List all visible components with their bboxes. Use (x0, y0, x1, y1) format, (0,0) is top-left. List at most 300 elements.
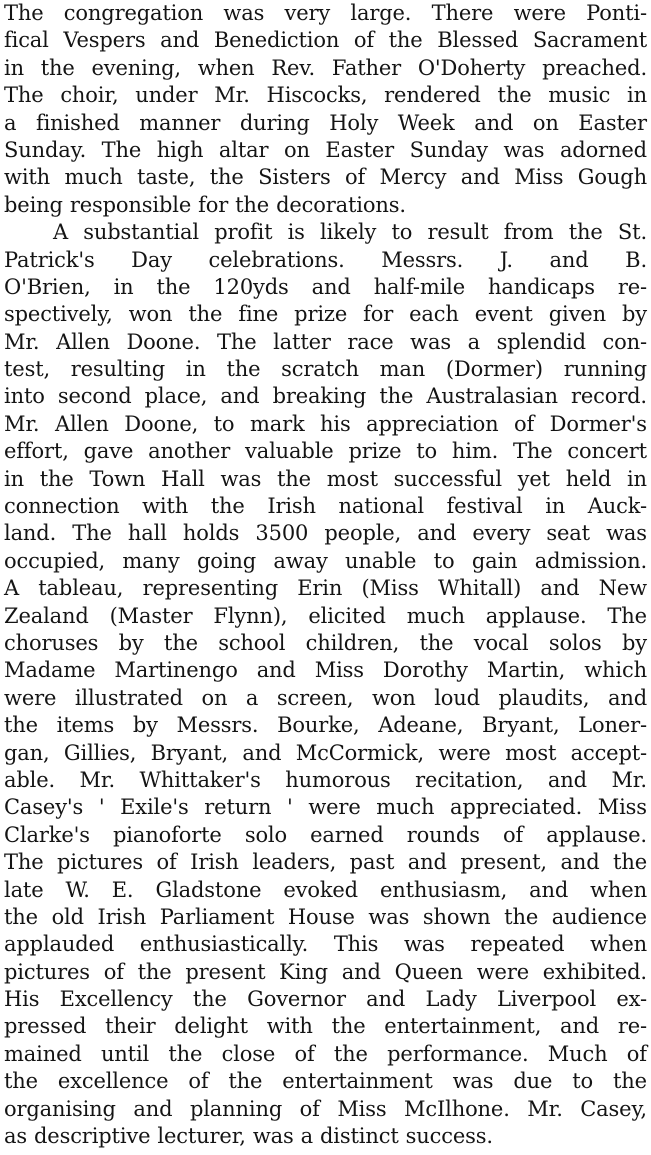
word: away (273, 548, 328, 573)
word: the (168, 1041, 203, 1066)
word: Clarke's (4, 822, 90, 847)
word: representing (142, 576, 278, 601)
word: Much (547, 1041, 608, 1066)
word: enthusiastically. (139, 932, 309, 957)
word: plaudits, (498, 685, 590, 710)
word: were (476, 959, 529, 984)
word: being (4, 192, 63, 217)
word: and (160, 28, 200, 53)
word: the (388, 28, 423, 53)
word: Auck- (587, 494, 647, 519)
word: their (105, 1014, 156, 1039)
word: present, (460, 850, 547, 875)
word: Hiscocks, (266, 83, 368, 108)
word: Holy (329, 110, 379, 135)
word: solos (548, 630, 602, 655)
word: Day (131, 247, 172, 272)
word: from (503, 220, 554, 245)
word: Messrs. (381, 247, 464, 272)
word: were (4, 685, 57, 710)
word: a (245, 685, 259, 710)
word: enthusiasm, (379, 877, 508, 902)
word: repeated (470, 932, 565, 957)
word: breaking (272, 384, 367, 409)
word: Martin, (486, 658, 566, 683)
word: the (379, 384, 414, 409)
text-line (4, 931, 647, 958)
word: with (4, 165, 51, 190)
word: past (349, 850, 395, 875)
word: half-mile (373, 274, 465, 299)
word: under (135, 83, 198, 108)
word: Flynn), (213, 603, 288, 628)
word: was (223, 1, 265, 25)
word: There (431, 1, 494, 25)
word: and (560, 850, 600, 875)
word: Town (89, 466, 146, 491)
word: and (256, 658, 296, 683)
word: spectively, (4, 302, 113, 327)
word: a (300, 1124, 314, 1149)
word: Hall (161, 466, 205, 491)
word: profit (214, 220, 273, 245)
word: E. (111, 877, 134, 902)
word: the (4, 1069, 38, 1094)
word: of (353, 28, 374, 53)
word: pressed (4, 1014, 87, 1039)
word: successful (393, 466, 502, 491)
word: Benediction (213, 28, 340, 53)
word: and (529, 877, 569, 902)
word: The (4, 850, 44, 875)
text-line (4, 164, 647, 191)
word: choruses (4, 630, 99, 655)
word: Allen (54, 411, 109, 436)
word: of (345, 165, 366, 190)
word: to (433, 548, 455, 573)
word: by (132, 713, 158, 738)
word: the (612, 1069, 647, 1094)
word: and (220, 384, 260, 409)
text-line (4, 520, 647, 547)
word: pictures (4, 959, 90, 984)
word: in (627, 83, 647, 108)
word: was (252, 1124, 294, 1149)
word: Gladstone (155, 877, 262, 902)
word: Ponti- (586, 1, 647, 25)
word: The (4, 1, 44, 25)
word: applause. (546, 822, 647, 847)
word: Mr. (527, 1096, 563, 1121)
word: to (416, 439, 438, 464)
word: by (621, 302, 647, 327)
word: hall (127, 521, 167, 546)
word: evoked (283, 877, 358, 902)
word: delight (174, 1014, 248, 1039)
word: Sunday. (4, 137, 87, 162)
word: and (549, 247, 589, 272)
word: in (185, 357, 206, 382)
word: old (51, 904, 84, 929)
word: Messrs. (176, 713, 259, 738)
word: Lady (425, 987, 477, 1012)
word: won (371, 685, 416, 710)
text-line (4, 493, 647, 520)
word: prize (294, 302, 348, 327)
word: altar (218, 137, 269, 162)
word: His (4, 987, 40, 1012)
word: rendered (384, 83, 481, 108)
word: Bryant, (150, 740, 229, 765)
word: and (242, 740, 282, 765)
word: of (103, 959, 124, 984)
word: the (192, 987, 227, 1012)
word: of (502, 822, 524, 847)
word: B. (625, 247, 647, 272)
word: Madame (4, 658, 96, 683)
word: responsible (69, 192, 192, 217)
word: was (410, 329, 451, 354)
word: Doone, (124, 411, 199, 436)
word: national (338, 494, 424, 519)
word: ex- (616, 987, 647, 1012)
word: loud (434, 685, 480, 710)
word: until (100, 1041, 150, 1066)
word: him. (451, 439, 499, 464)
word: effort, (4, 439, 69, 464)
word: elicited (308, 603, 386, 628)
word: in (626, 466, 647, 491)
word: much (376, 795, 435, 820)
word: Loner- (578, 713, 647, 738)
word: Mr. (214, 83, 250, 108)
word: race (347, 329, 394, 354)
text-line (4, 685, 647, 712)
word: of (514, 411, 535, 436)
word: likely (320, 220, 377, 245)
word: the (40, 55, 75, 80)
word: by (621, 630, 647, 655)
word: won (128, 302, 173, 327)
word: and (311, 274, 351, 299)
word: Week (397, 110, 455, 135)
word: Sacrament (532, 28, 647, 53)
word: distinct (320, 1124, 399, 1149)
text-line (4, 55, 647, 82)
word: appreciated. (450, 795, 583, 820)
text-line (4, 1096, 647, 1123)
text-line (4, 411, 647, 438)
word: record. (570, 384, 647, 409)
word: the (568, 220, 603, 245)
word: audience (551, 904, 647, 929)
word: McCormick, (295, 740, 425, 765)
word: manner (139, 110, 221, 135)
word: is (287, 220, 305, 245)
word: Australasian (426, 384, 558, 409)
word: to (213, 411, 235, 436)
word: close (221, 1041, 276, 1066)
word: was (503, 137, 545, 162)
word: Parliament (159, 904, 275, 929)
word: decorations. (276, 192, 406, 217)
word: Dormer's (549, 411, 647, 436)
word: Easter (325, 137, 395, 162)
text-line (4, 657, 647, 684)
word: occupied, (4, 548, 106, 573)
word: was (368, 904, 410, 929)
word: land. (4, 521, 57, 546)
word: on (283, 137, 310, 162)
word: the (226, 357, 261, 382)
word: This (333, 932, 379, 957)
word: con- (602, 329, 647, 354)
word: of (156, 850, 177, 875)
word: The (72, 521, 112, 546)
text-line (4, 356, 647, 383)
word: going (197, 548, 257, 573)
text-line (4, 986, 647, 1013)
word: much (64, 165, 123, 190)
word: Dorothy (382, 658, 468, 683)
word: much (406, 603, 465, 628)
word: festival (446, 494, 523, 519)
word: Zealand (4, 603, 89, 628)
word: late (4, 877, 44, 902)
word: the (613, 850, 647, 875)
word: present (185, 959, 266, 984)
text-line (4, 247, 647, 274)
text-line (4, 466, 647, 493)
word: very (284, 1, 331, 25)
word: the (419, 630, 454, 655)
word: entertainment (282, 1069, 433, 1094)
word: appreciation (366, 411, 499, 436)
word: the (228, 1069, 263, 1094)
text-line (4, 959, 647, 986)
word: and (417, 521, 457, 546)
word: of (299, 1096, 320, 1121)
word: into (4, 384, 45, 409)
word: was (452, 1069, 494, 1094)
word: valuable (245, 439, 334, 464)
word: O'Doherty (417, 55, 526, 80)
word: and (407, 850, 447, 875)
word: and (460, 165, 500, 190)
word: vocal (473, 630, 529, 655)
word: Blessed (437, 28, 519, 53)
word: when (590, 877, 647, 902)
word: was (220, 466, 262, 491)
word: and (133, 1096, 173, 1121)
word: most (505, 740, 557, 765)
text-line (4, 274, 647, 301)
word: Patrick's (4, 247, 95, 272)
text-line (4, 1123, 647, 1150)
word: earned (310, 822, 384, 847)
text-line (4, 630, 647, 657)
text-line (4, 548, 647, 575)
word: a (4, 110, 17, 135)
word: the (210, 494, 245, 519)
text-line (4, 383, 647, 410)
word: organising (4, 1096, 116, 1121)
word: due (513, 1069, 553, 1094)
word: every (472, 521, 531, 546)
word: to (572, 1069, 594, 1094)
word: planning (189, 1096, 283, 1121)
word: Sunday (409, 137, 488, 162)
word: were (513, 1, 566, 25)
word: most (326, 466, 378, 491)
word: in (113, 274, 134, 299)
word: Irish (97, 904, 147, 929)
word: Exile's (120, 795, 189, 820)
word: the (188, 302, 223, 327)
word: event (474, 302, 533, 327)
word: finished (35, 110, 120, 135)
word: and (547, 767, 587, 792)
word: Miss (314, 658, 364, 683)
text-line (4, 794, 647, 821)
text-line (4, 27, 647, 54)
word: handicaps (487, 274, 595, 299)
word: Miss (514, 165, 564, 190)
word: for (198, 192, 229, 217)
word: place, (144, 384, 208, 409)
word: Gough (577, 165, 647, 190)
word: (Dormer) (445, 357, 543, 382)
word: Casey, (580, 1096, 647, 1121)
word: the (4, 713, 38, 738)
word: many (122, 548, 180, 573)
word: (Master (109, 603, 193, 628)
word: ' (98, 795, 105, 820)
word: the (39, 466, 74, 491)
word: on (532, 110, 559, 135)
word: exhibited. (542, 959, 647, 984)
word: performance. (387, 1041, 529, 1066)
word: children, (305, 630, 400, 655)
word: evening, (91, 55, 181, 80)
word: Irish (190, 850, 239, 875)
word: 3500 (255, 521, 309, 546)
word: recitation, (415, 767, 524, 792)
text-line (4, 0, 647, 27)
word: test, (4, 357, 51, 382)
text-line (4, 219, 647, 246)
word: A (53, 220, 69, 245)
word: St. (617, 220, 647, 245)
word: A (4, 576, 20, 601)
word: Casey's (4, 795, 84, 820)
word: man (379, 357, 426, 382)
word: illustrated (74, 685, 183, 710)
word: Miss (337, 1096, 387, 1121)
word: the (277, 466, 311, 491)
word: House (287, 904, 355, 929)
word: entertainment, (384, 1014, 542, 1039)
word: Erin (297, 576, 343, 601)
word: substantial (83, 220, 199, 245)
word: each (409, 302, 459, 327)
word: J. (499, 247, 513, 272)
text-line (4, 712, 647, 739)
word: applauded (4, 932, 115, 957)
word: shown (422, 904, 491, 929)
word: Easter (578, 110, 647, 135)
word: the (497, 83, 532, 108)
word: holds (182, 521, 240, 546)
word: given (548, 302, 606, 327)
word: people, (324, 521, 402, 546)
word: success. (405, 1124, 493, 1149)
word: Gillies, (63, 740, 137, 765)
word: Bourke, (277, 713, 360, 738)
word: the (331, 1014, 366, 1039)
text-line (4, 438, 647, 465)
word: Adeane, (378, 713, 464, 738)
word: for (363, 302, 394, 327)
text-line (4, 110, 647, 137)
word: gan, (4, 740, 50, 765)
word: Rev. (271, 55, 316, 80)
word: Mr. (611, 767, 647, 792)
word: adorned (559, 137, 647, 162)
word: Mr. (79, 767, 115, 792)
word: Excellency (59, 987, 173, 1012)
word: on (201, 685, 228, 710)
word: lecturer, (157, 1124, 246, 1149)
word: The (4, 83, 44, 108)
word: Sisters (258, 165, 331, 190)
word: congregation (63, 1, 204, 25)
text-line (4, 904, 647, 931)
word: gave (83, 439, 134, 464)
word: 120yds (213, 274, 289, 299)
word: Whittaker's (139, 767, 261, 792)
word: Mr. (4, 411, 40, 436)
word: pictures (57, 850, 143, 875)
word: applause. (485, 603, 587, 628)
word: as (4, 1124, 27, 1149)
word: with (266, 1014, 313, 1039)
word: to (391, 220, 413, 245)
word: unable (345, 548, 417, 573)
word: Irish (267, 494, 316, 519)
text-line (4, 603, 647, 630)
word: fical (4, 28, 49, 53)
word: screen, (276, 685, 354, 710)
word: excellence (57, 1069, 169, 1094)
word: latter (273, 329, 331, 354)
text-line (4, 301, 647, 328)
word: large. (350, 1, 412, 25)
word: the (4, 904, 38, 929)
word: when (197, 55, 255, 80)
word: able. (4, 767, 56, 792)
word: mained (4, 1041, 82, 1066)
word: Governor (247, 987, 346, 1012)
text-line (4, 849, 647, 876)
word: when (590, 932, 647, 957)
word: Queen (394, 959, 463, 984)
word: by (118, 630, 144, 655)
word: another (148, 439, 231, 464)
word: the (333, 1041, 368, 1066)
word: The (607, 603, 647, 628)
word: scratch (281, 357, 359, 382)
